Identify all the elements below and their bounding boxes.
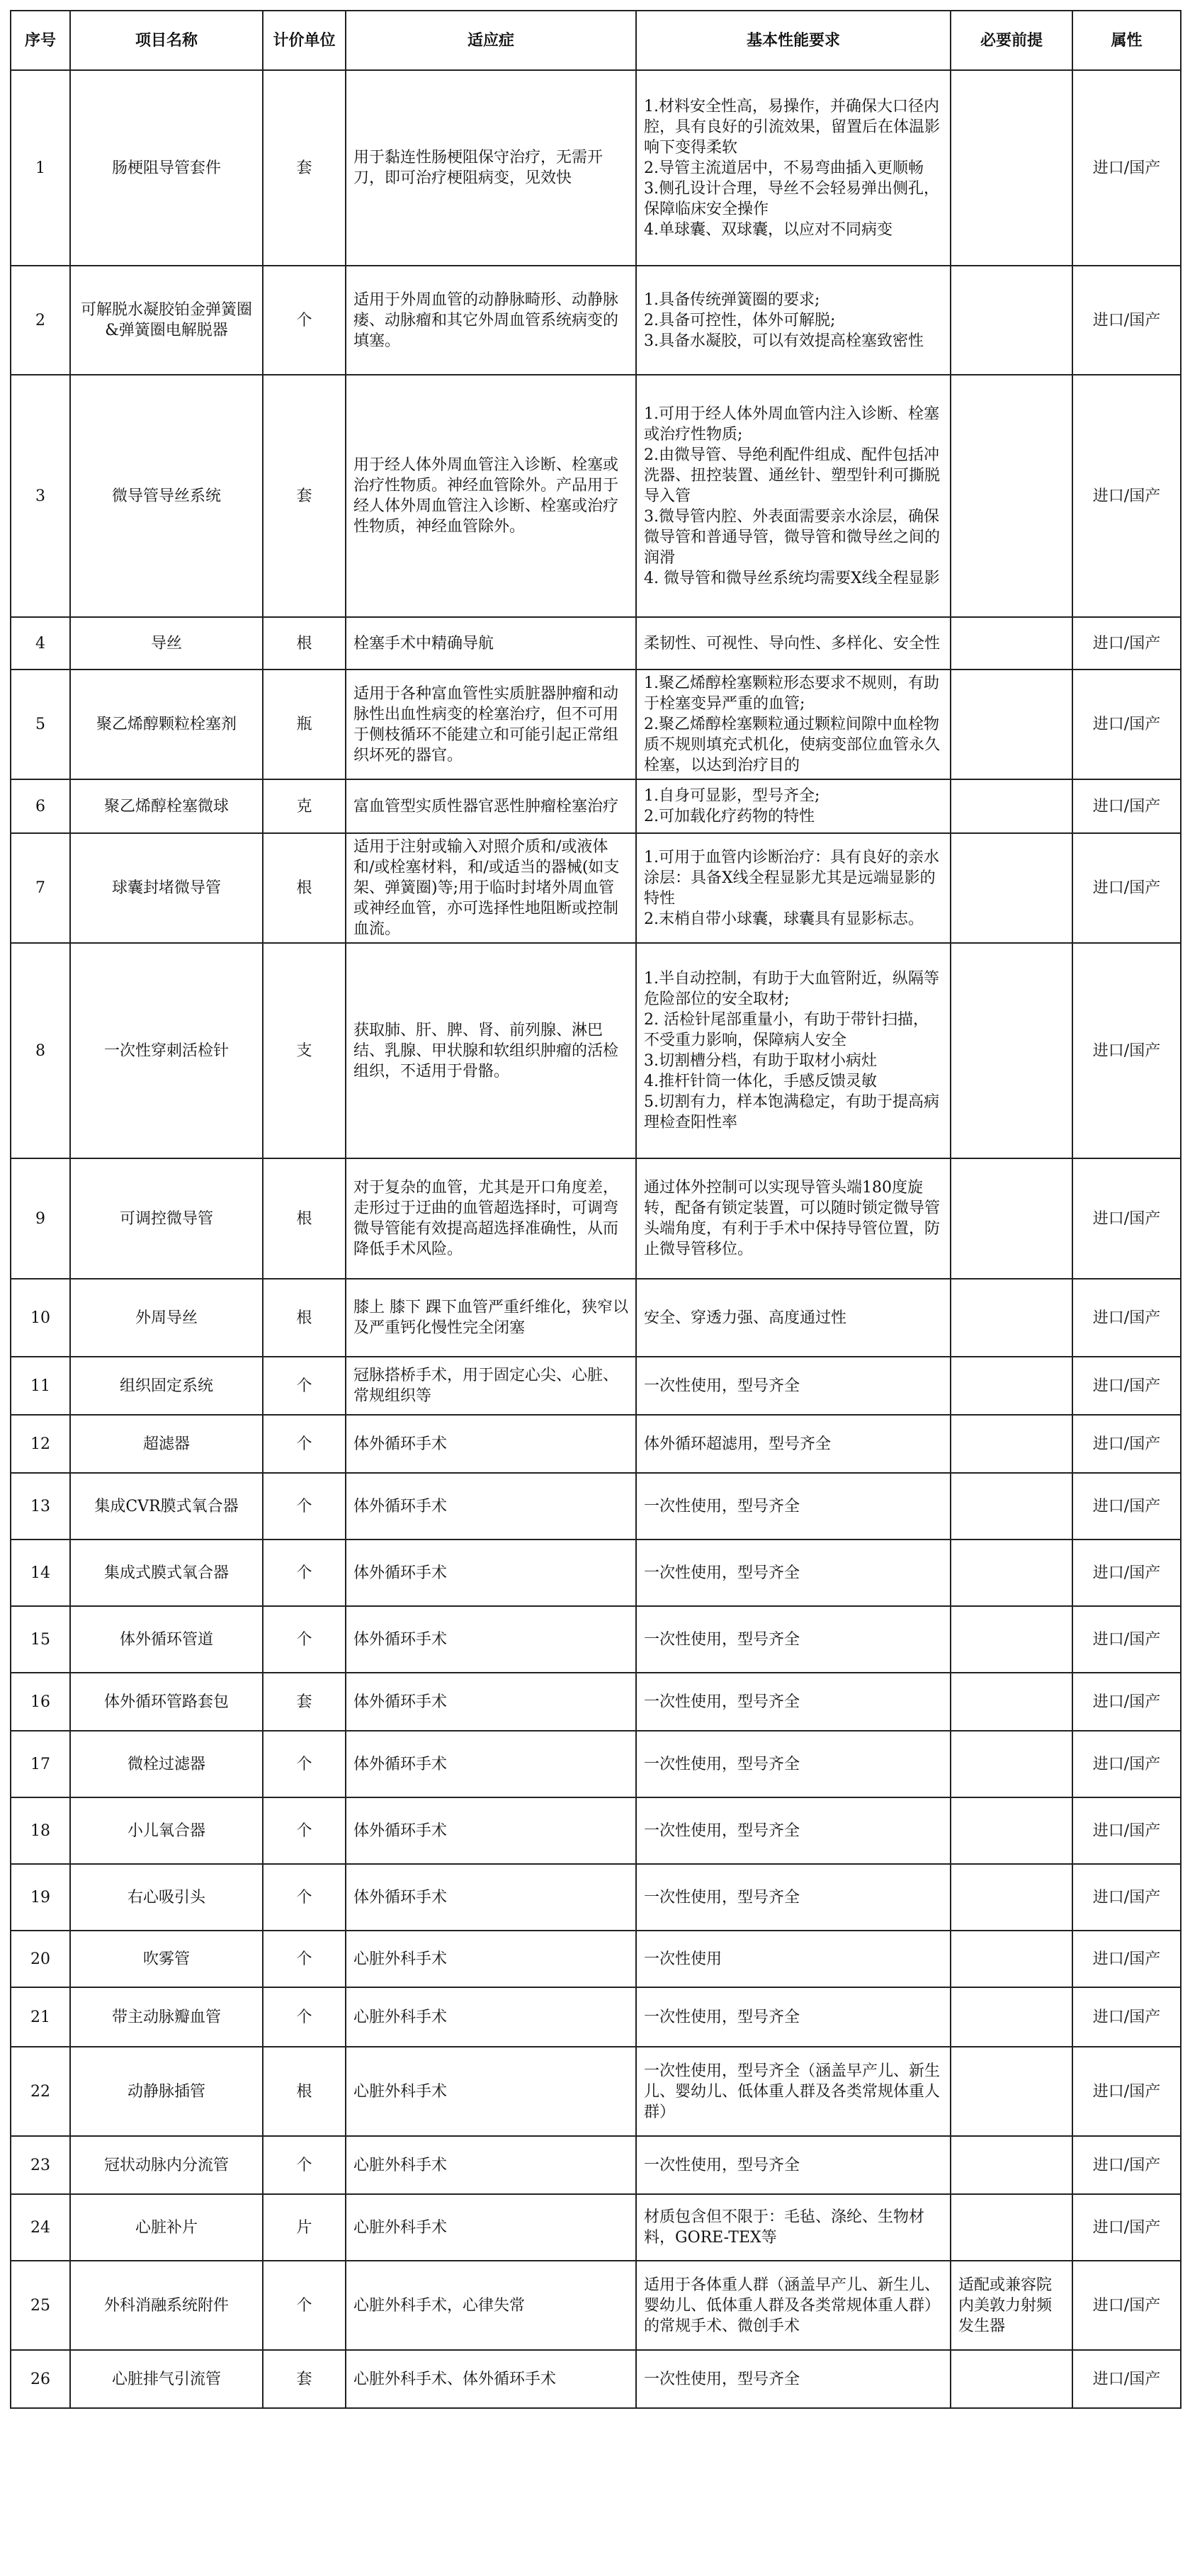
row-requirement: 一次性使用，型号齐全: [636, 1864, 951, 1931]
row-requirement: 1.材料安全性高，易操作，并确保大口径内腔，具有良好的引流效果，留置后在体温影响下变得柔软 2.导管主流道居中，不易弯曲插入更顺畅 3.侧孔设计合理，导丝不会轻易弹出侧孔，保障临床安全操作 4.单球囊、双球囊，以应对不同病变: [636, 70, 951, 266]
row-no: 2: [11, 266, 70, 375]
row-premise: [951, 617, 1072, 670]
row-requirement: 一次性使用: [636, 1931, 951, 1987]
row-unit: 根: [263, 1279, 346, 1357]
row-indication: 体外循环手术: [346, 1606, 636, 1673]
row-indication: 心脏外科手术: [346, 2136, 636, 2194]
row-premise: [951, 779, 1072, 833]
row-name: 冠状动脉内分流管: [70, 2136, 263, 2194]
row-name: 微栓过滤器: [70, 1731, 263, 1797]
row-unit: 套: [263, 70, 346, 266]
row-name: 体外循环管道: [70, 1606, 263, 1673]
row-requirement: 一次性使用，型号齐全: [636, 1797, 951, 1864]
row-requirement: 1.聚乙烯醇栓塞颗粒形态要求不规则，有助于栓塞变异严重的血管; 2.聚乙烯醇栓塞颗粒通过颗粒间隙中血栓物质不规则填充式机化，使病变部位血管永久栓塞，以达到治疗目的: [636, 670, 951, 779]
row-no: 9: [11, 1158, 70, 1279]
row-indication: 体外循环手术: [346, 1864, 636, 1931]
row-no: 23: [11, 2136, 70, 2194]
row-premise: 适配或兼容院内美敦力射频发生器: [951, 2261, 1072, 2350]
row-indication: 体外循环手术: [346, 1415, 636, 1473]
row-no: 20: [11, 1931, 70, 1987]
table-row: [11, 1931, 1181, 1987]
row-name: 外科消融系统附件: [70, 2261, 263, 2350]
row-requirement: 一次性使用，型号齐全: [636, 1357, 951, 1415]
row-attr: 进口/国产: [1072, 2194, 1181, 2261]
row-no: 18: [11, 1797, 70, 1864]
row-premise: [951, 2136, 1072, 2194]
row-premise: [951, 375, 1072, 617]
table-row: [11, 833, 1181, 943]
row-attr: 进口/国产: [1072, 266, 1181, 375]
row-name: 微导管导丝系统: [70, 375, 263, 617]
table-row: [11, 1415, 1181, 1473]
row-unit: 根: [263, 833, 346, 943]
row-unit: 个: [263, 2136, 346, 2194]
row-attr: 进口/国产: [1072, 2350, 1181, 2408]
row-indication: 心脏外科手术、体外循环手术: [346, 2350, 636, 2408]
row-attr: 进口/国产: [1072, 1987, 1181, 2047]
row-unit: 根: [263, 617, 346, 670]
row-requirement: 1.自身可显影，型号齐全; 2.可加载化疗药物的特性: [636, 779, 951, 833]
row-attr: 进口/国产: [1072, 1279, 1181, 1357]
row-unit: 个: [263, 1606, 346, 1673]
row-attr: 进口/国产: [1072, 1473, 1181, 1540]
table-row: [11, 1797, 1181, 1864]
row-premise: [951, 2194, 1072, 2261]
row-name: 带主动脉瓣血管: [70, 1987, 263, 2047]
row-premise: [951, 2350, 1072, 2408]
row-no: 26: [11, 2350, 70, 2408]
table-header: [11, 11, 1181, 70]
row-no: 11: [11, 1357, 70, 1415]
row-premise: [951, 1158, 1072, 1279]
row-name: 聚乙烯醇栓塞微球: [70, 779, 263, 833]
row-premise: [951, 943, 1072, 1158]
row-attr: 进口/国产: [1072, 375, 1181, 617]
row-indication: 获取肺、肝、脾、肾、前列腺、淋巴结、乳腺、甲状腺和软组织肿瘤的活检组织，不适用于骨骼。: [346, 943, 636, 1158]
row-attr: 进口/国产: [1072, 1158, 1181, 1279]
table-row: [11, 1473, 1181, 1540]
row-indication: 心脏外科手术: [346, 1931, 636, 1987]
row-no: 22: [11, 2047, 70, 2136]
row-premise: [951, 266, 1072, 375]
row-premise: [951, 1931, 1072, 1987]
row-attr: 进口/国产: [1072, 1864, 1181, 1931]
row-attr: 进口/国产: [1072, 1797, 1181, 1864]
row-premise: [951, 1606, 1072, 1673]
row-requirement: 一次性使用，型号齐全: [636, 1673, 951, 1731]
row-no: 19: [11, 1864, 70, 1931]
row-attr: 进口/国产: [1072, 833, 1181, 943]
row-unit: 个: [263, 1415, 346, 1473]
row-premise: [951, 670, 1072, 779]
product-table: [10, 10, 1182, 2409]
row-no: 8: [11, 943, 70, 1158]
row-unit: 个: [263, 1540, 346, 1606]
row-premise: [951, 1415, 1072, 1473]
row-no: 25: [11, 2261, 70, 2350]
row-unit: 个: [263, 1797, 346, 1864]
row-requirement: 一次性使用，型号齐全: [636, 2350, 951, 2408]
row-no: 3: [11, 375, 70, 617]
row-name: 小儿氧合器: [70, 1797, 263, 1864]
table-row: [11, 70, 1181, 266]
row-premise: [951, 1473, 1072, 1540]
row-unit: 套: [263, 2350, 346, 2408]
row-requirement: 安全、穿透力强、高度通过性: [636, 1279, 951, 1357]
row-requirement: 体外循环超滤用，型号齐全: [636, 1415, 951, 1473]
row-requirement: 1.可用于血管内诊断治疗：具有良好的亲水涂层：具备X线全程显影尤其是远端显影的特性 2.末梢自带小球囊，球囊具有显影标志。: [636, 833, 951, 943]
row-premise: [951, 70, 1072, 266]
row-indication: 适用于外周血管的动静脉畸形、动静脉瘘、动脉瘤和其它外周血管系统病变的填塞。: [346, 266, 636, 375]
row-name: 肠梗阻导管套件: [70, 70, 263, 266]
table-row: [11, 1279, 1181, 1357]
table-row: [11, 2261, 1181, 2350]
row-no: 24: [11, 2194, 70, 2261]
row-name: 可解脱水凝胶铂金弹簧圈&弹簧圈电解脱器: [70, 266, 263, 375]
row-attr: 进口/国产: [1072, 1731, 1181, 1797]
row-indication: 心脏外科手术: [346, 1987, 636, 2047]
header-cell-indication: 适应症: [346, 11, 636, 70]
row-no: 4: [11, 617, 70, 670]
row-indication: 富血管型实质性器官恶性肿瘤栓塞治疗: [346, 779, 636, 833]
row-name: 一次性穿刺活检针: [70, 943, 263, 1158]
table-row: [11, 1864, 1181, 1931]
row-premise: [951, 1279, 1072, 1357]
row-unit: 套: [263, 375, 346, 617]
row-name: 球囊封堵微导管: [70, 833, 263, 943]
row-name: 外周导丝: [70, 1279, 263, 1357]
table-row: [11, 779, 1181, 833]
row-attr: 进口/国产: [1072, 943, 1181, 1158]
row-requirement: 1.半自动控制，有助于大血管附近，纵隔等危险部位的安全取材; 2. 活检针尾部重量小，有助于带针扫描，不受重力影响，保障病人安全 3.切割槽分档，有助于取材小病灶 4.推杆针筒一体化，手感反馈灵敏 5.切割有力，样本饱满稳定，有助于提高病理检查阳性率: [636, 943, 951, 1158]
row-unit: 套: [263, 1673, 346, 1731]
row-requirement: 材质包含但不限于：毛毡、涤纶、生物材料，GORE-TEX等: [636, 2194, 951, 2261]
row-unit: 支: [263, 943, 346, 1158]
row-unit: 根: [263, 1158, 346, 1279]
table-row: [11, 266, 1181, 375]
table-row: [11, 2194, 1181, 2261]
row-premise: [951, 1797, 1072, 1864]
row-name: 右心吸引头: [70, 1864, 263, 1931]
row-attr: 进口/国产: [1072, 779, 1181, 833]
row-name: 超滤器: [70, 1415, 263, 1473]
row-attr: 进口/国产: [1072, 617, 1181, 670]
row-indication: 体外循环手术: [346, 1731, 636, 1797]
row-unit: 个: [263, 266, 346, 375]
row-attr: 进口/国产: [1072, 2047, 1181, 2136]
row-name: 导丝: [70, 617, 263, 670]
row-attr: 进口/国产: [1072, 1606, 1181, 1673]
row-name: 心脏排气引流管: [70, 2350, 263, 2408]
row-premise: [951, 2047, 1072, 2136]
row-no: 21: [11, 1987, 70, 2047]
row-no: 13: [11, 1473, 70, 1540]
row-no: 14: [11, 1540, 70, 1606]
row-attr: 进口/国产: [1072, 1673, 1181, 1731]
row-unit: 克: [263, 779, 346, 833]
table-row: [11, 1731, 1181, 1797]
table-row: [11, 1158, 1181, 1279]
row-no: 7: [11, 833, 70, 943]
row-requirement: 一次性使用，型号齐全: [636, 1540, 951, 1606]
table-row: [11, 617, 1181, 670]
row-no: 5: [11, 670, 70, 779]
header-cell-requirement: 基本性能要求: [636, 11, 951, 70]
row-premise: [951, 1864, 1072, 1931]
table-row: [11, 1357, 1181, 1415]
row-indication: 体外循环手术: [346, 1797, 636, 1864]
row-no: 10: [11, 1279, 70, 1357]
table-row: [11, 2350, 1181, 2408]
header-cell-premise: 必要前提: [951, 11, 1072, 70]
row-unit: 个: [263, 1987, 346, 2047]
table-row: [11, 375, 1181, 617]
row-no: 12: [11, 1415, 70, 1473]
row-requirement: 通过体外控制可以实现导管头端180度旋转，配备有锁定装置，可以随时锁定微导管头端角度，有利于手术中保持导管位置，防止微导管移位。: [636, 1158, 951, 1279]
row-name: 心脏补片: [70, 2194, 263, 2261]
row-premise: [951, 1357, 1072, 1415]
row-indication: 体外循环手术: [346, 1473, 636, 1540]
row-attr: 进口/国产: [1072, 2136, 1181, 2194]
row-indication: 适用于注射或输入对照介质和/或液体和/或栓塞材料，和/或适当的器械(如支架、弹簧圈)等;用于临时封堵外周血管或神经血管，亦可选择性地阻断或控制血流。: [346, 833, 636, 943]
row-attr: 进口/国产: [1072, 1540, 1181, 1606]
table-row: [11, 1987, 1181, 2047]
table-row: [11, 2047, 1181, 2136]
row-indication: 用于经人体外周血管注入诊断、栓塞或治疗性物质。神经血管除外。产品用于经人体外周血管注入诊断、栓塞或治疗性物质，神经血管除外。: [346, 375, 636, 617]
row-unit: 个: [263, 1473, 346, 1540]
header-cell-no: 序号: [11, 11, 70, 70]
row-requirement: 一次性使用，型号齐全: [636, 1731, 951, 1797]
row-indication: 心脏外科手术: [346, 2047, 636, 2136]
row-indication: 对于复杂的血管，尤其是开口角度差，走形过于迂曲的血管超选择时，可调弯微导管能有效提高超选择准确性，从而降低手术风险。: [346, 1158, 636, 1279]
row-indication: 体外循环手术: [346, 1673, 636, 1731]
row-name: 组织固定系统: [70, 1357, 263, 1415]
header-row: [11, 11, 1181, 70]
table-row: [11, 670, 1181, 779]
row-premise: [951, 1731, 1072, 1797]
row-requirement: 适用于各体重人群（涵盖早产儿、新生儿、婴幼儿、低体重人群及各类常规体重人群）的常规手术、微创手术: [636, 2261, 951, 2350]
row-unit: 个: [263, 2261, 346, 2350]
row-requirement: 一次性使用，型号齐全: [636, 1606, 951, 1673]
row-attr: 进口/国产: [1072, 1357, 1181, 1415]
row-premise: [951, 833, 1072, 943]
table-row: [11, 1606, 1181, 1673]
row-no: 15: [11, 1606, 70, 1673]
table-row: [11, 1540, 1181, 1606]
row-attr: 进口/国产: [1072, 670, 1181, 779]
table-row: [11, 943, 1181, 1158]
row-indication: 膝上 膝下 踝下血管严重纤维化，狭窄以及严重钙化慢性完全闭塞: [346, 1279, 636, 1357]
row-indication: 用于黏连性肠梗阻保守治疗，无需开刀，即可治疗梗阻病变，见效快: [346, 70, 636, 266]
row-indication: 体外循环手术: [346, 1540, 636, 1606]
row-no: 17: [11, 1731, 70, 1797]
row-name: 动静脉插管: [70, 2047, 263, 2136]
row-attr: 进口/国产: [1072, 1415, 1181, 1473]
row-name: 集成式膜式氧合器: [70, 1540, 263, 1606]
row-name: 体外循环管路套包: [70, 1673, 263, 1731]
header-cell-attr: 属性: [1072, 11, 1181, 70]
row-premise: [951, 1673, 1072, 1731]
row-premise: [951, 1987, 1072, 2047]
row-attr: 进口/国产: [1072, 70, 1181, 266]
row-requirement: 一次性使用，型号齐全（涵盖早产儿、新生儿、婴幼儿、低体重人群及各类常规体重人群）: [636, 2047, 951, 2136]
row-unit: 瓶: [263, 670, 346, 779]
header-cell-name: 项目名称: [70, 11, 263, 70]
table-row: [11, 1673, 1181, 1731]
row-requirement: 一次性使用，型号齐全: [636, 1987, 951, 2047]
row-name: 集成CVR膜式氧合器: [70, 1473, 263, 1540]
row-no: 1: [11, 70, 70, 266]
table-body: [11, 70, 1181, 2408]
row-unit: 片: [263, 2194, 346, 2261]
row-name: 吹雾管: [70, 1931, 263, 1987]
row-no: 16: [11, 1673, 70, 1731]
row-attr: 进口/国产: [1072, 2261, 1181, 2350]
row-unit: 个: [263, 1931, 346, 1987]
row-unit: 个: [263, 1357, 346, 1415]
row-indication: 心脏外科手术，心律失常: [346, 2261, 636, 2350]
row-no: 6: [11, 779, 70, 833]
header-cell-unit: 计价单位: [263, 11, 346, 70]
row-name: 可调控微导管: [70, 1158, 263, 1279]
row-indication: 心脏外科手术: [346, 2194, 636, 2261]
row-name: 聚乙烯醇颗粒栓塞剂: [70, 670, 263, 779]
row-indication: 冠脉搭桥手术，用于固定心尖、心脏、常规组织等: [346, 1357, 636, 1415]
row-unit: 个: [263, 1731, 346, 1797]
row-requirement: 柔韧性、可视性、导向性、多样化、安全性: [636, 617, 951, 670]
row-indication: 适用于各种富血管性实质脏器肿瘤和动脉性出血性病变的栓塞治疗，但不可用于侧枝循环不能建立和可能引起正常组织坏死的器官。: [346, 670, 636, 779]
row-unit: 个: [263, 1864, 346, 1931]
row-requirement: 1.可用于经人体外周血管内注入诊断、栓塞或治疗性物质; 2.由微导管、导绝利配件组成、配件包括冲洗器、扭控装置、通丝针、塑型针利可撕脱导入管 3.微导管内腔、外表面需要亲水涂层，确保微导管和普通导管，微导管和微导丝之间的润滑 4. 微导管和微导丝系统均需要X线全程显影: [636, 375, 951, 617]
row-requirement: 一次性使用，型号齐全: [636, 2136, 951, 2194]
table-row: [11, 2136, 1181, 2194]
row-premise: [951, 1540, 1072, 1606]
row-attr: 进口/国产: [1072, 1931, 1181, 1987]
row-requirement: 1.具备传统弹簧圈的要求; 2.具备可控性，体外可解脱; 3.具备水凝胶，可以有效提高栓塞致密性: [636, 266, 951, 375]
row-indication: 栓塞手术中精确导航: [346, 617, 636, 670]
row-unit: 根: [263, 2047, 346, 2136]
row-requirement: 一次性使用，型号齐全: [636, 1473, 951, 1540]
